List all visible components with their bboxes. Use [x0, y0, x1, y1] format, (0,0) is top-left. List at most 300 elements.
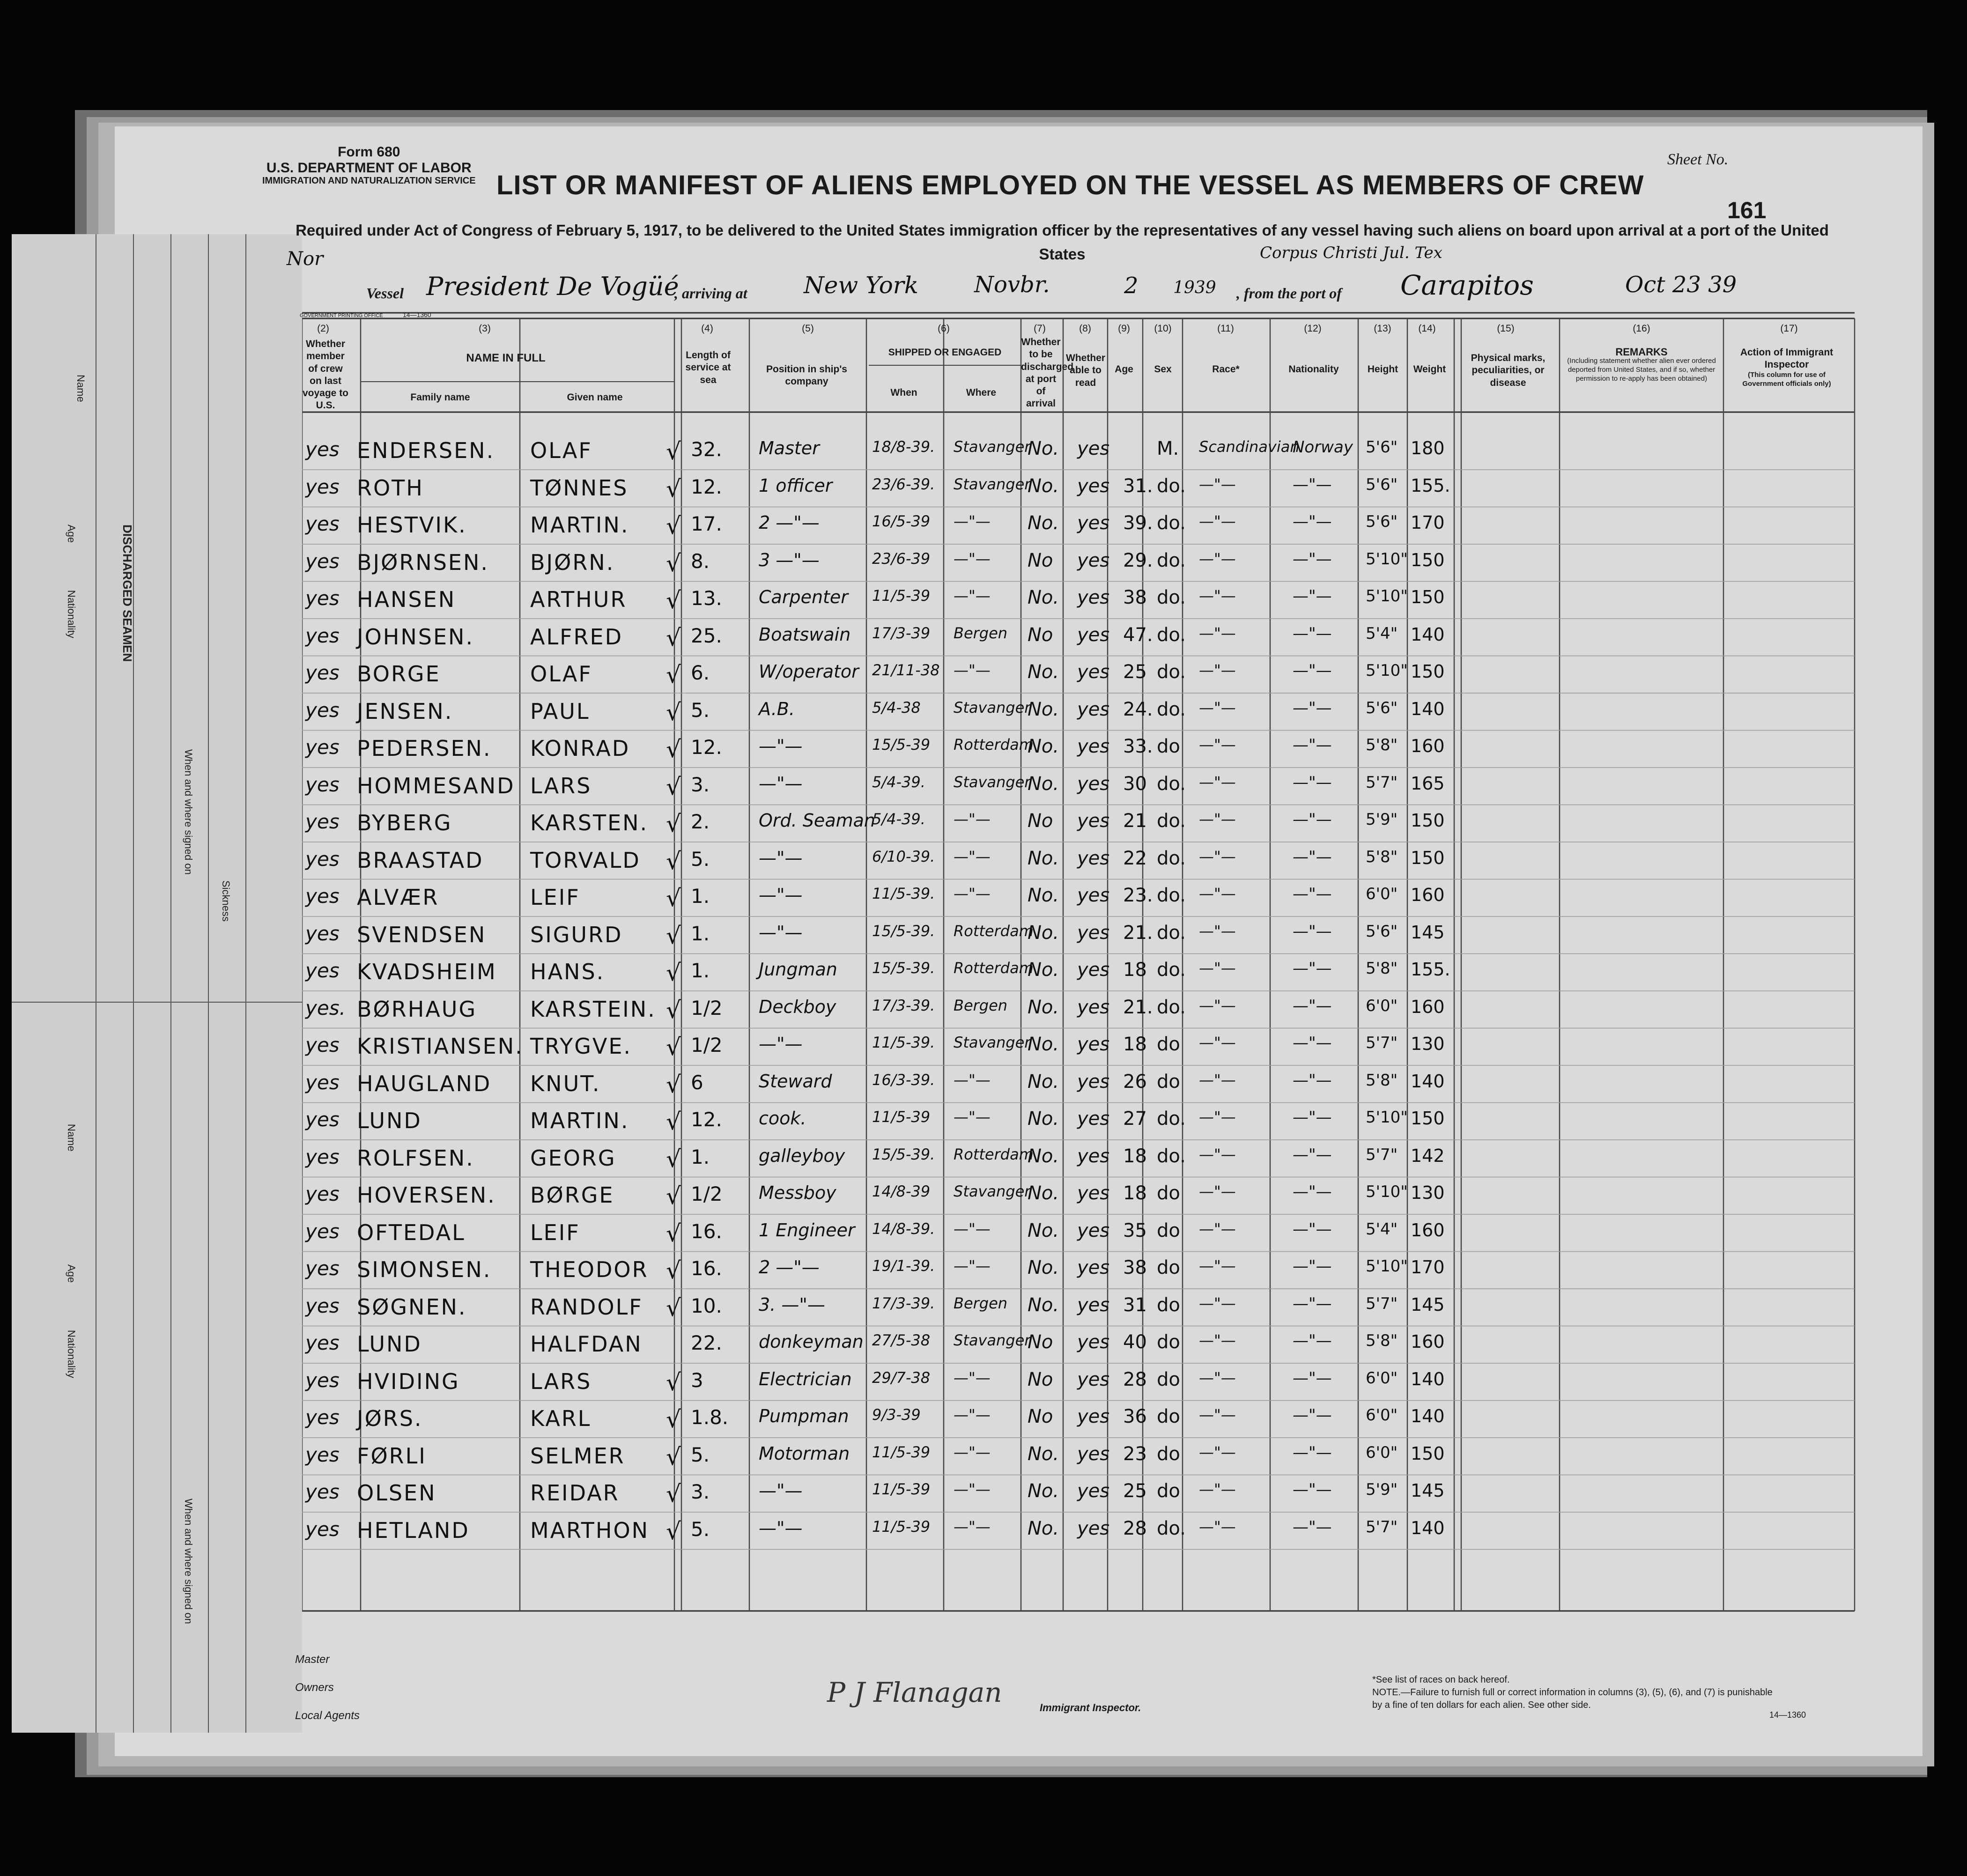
cell-able-read: yes: [1077, 1034, 1110, 1055]
cell-able-read: yes: [1077, 1480, 1110, 1502]
cell-position: —"—: [759, 922, 803, 943]
cell-position: Boatswain: [759, 624, 851, 645]
form-identifier: [262, 144, 476, 186]
cell-sex: do: [1157, 1257, 1180, 1278]
cell-check-mark: √: [666, 1480, 681, 1507]
col-num-8: (8): [1079, 323, 1091, 334]
cell-discharged: No: [1028, 810, 1053, 832]
cell-given-name: THEODOR: [530, 1257, 649, 1282]
cell-prev-voyage: yes: [305, 438, 340, 461]
cell-prev-voyage: yes: [305, 1145, 340, 1168]
cell-discharged: No: [1028, 1368, 1053, 1390]
cell-discharged: No.: [1028, 1145, 1059, 1167]
master-label: Master: [295, 1653, 330, 1666]
cell-height: 5'8": [1366, 1331, 1398, 1350]
cell-position: Ord. Seaman: [759, 810, 875, 831]
cell-shipped-where: Rotterdam: [954, 1145, 1034, 1163]
cell-height: 5'4": [1366, 1219, 1398, 1239]
cell-shipped-where: Stavanger: [954, 1034, 1031, 1051]
cell-shipped-where: —"—: [954, 1406, 991, 1424]
cell-position: —"—: [759, 773, 803, 794]
cell-sex: do: [1157, 1480, 1180, 1502]
cell-length-service: 17.: [691, 512, 722, 535]
cell-able-read: yes: [1077, 661, 1110, 683]
cell-height: 5'9": [1366, 1480, 1398, 1499]
table-row: [0, 731, 1967, 768]
penalty-note: NOTE.—Failure to furnish full or correct information in columns (3), (5), (6), and (7) is punishable by a fine of ten dollars for each alien. See other side.: [1372, 1687, 1773, 1710]
cell-weight: 170: [1411, 1257, 1445, 1278]
cell-able-read: yes: [1077, 512, 1110, 534]
cell-nationality: —"—: [1293, 1145, 1332, 1164]
cell-check-mark: √: [666, 810, 681, 837]
cell-check-mark: √: [666, 1071, 681, 1098]
table-row: [0, 433, 1967, 471]
cell-prev-voyage: yes: [305, 1108, 340, 1131]
cell-given-name: GEORG: [530, 1145, 616, 1171]
cell-nationality: —"—: [1293, 661, 1332, 680]
table-row: [0, 694, 1967, 731]
cell-able-read: yes: [1077, 587, 1110, 608]
cell-age: 25: [1123, 1480, 1147, 1502]
service-name: IMMIGRATION AND NATURALIZATION SERVICE: [262, 176, 476, 186]
cell-family-name: HESTVIK.: [357, 512, 467, 538]
table-row: [0, 1215, 1967, 1253]
cell-discharged: No.: [1028, 959, 1059, 981]
cell-length-service: 1/2: [691, 1182, 723, 1205]
cell-given-name: LARS: [530, 1368, 592, 1394]
cell-given-name: TORVALD: [530, 847, 641, 873]
cell-sex: do.: [1157, 847, 1186, 869]
table-row: [0, 1029, 1967, 1066]
cell-check-mark: √: [666, 698, 681, 726]
cell-length-service: 5.: [691, 847, 710, 871]
cell-given-name: RANDOLF: [530, 1294, 643, 1320]
cell-family-name: BORGE: [357, 661, 441, 687]
col-num-12: (12): [1304, 323, 1322, 334]
cell-position: galleyboy: [759, 1145, 845, 1166]
cell-position: donkeyman: [759, 1331, 864, 1352]
cell-check-mark: √: [666, 847, 681, 875]
cell-length-service: 1.: [691, 1145, 710, 1168]
col-able-read: Whether able to read: [1066, 353, 1105, 388]
cell-check-mark: √: [666, 885, 681, 912]
cell-able-read: yes: [1077, 438, 1110, 459]
cell-family-name: ROLFSEN.: [357, 1145, 474, 1171]
cell-given-name: MARTIN.: [530, 512, 629, 538]
form-code-bottom: 14—1360: [1769, 1710, 1806, 1720]
col-sex: Sex: [1154, 364, 1172, 375]
cell-weight: 145: [1411, 1294, 1445, 1315]
cell-able-read: yes: [1077, 959, 1110, 981]
cell-length-service: 5.: [691, 1517, 710, 1541]
cell-discharged: No.: [1028, 587, 1059, 608]
sheet-number-label: Sheet No.: [1667, 151, 1729, 168]
cell-sex: do: [1157, 1406, 1180, 1427]
cell-nationality: —"—: [1293, 587, 1332, 606]
cell-shipped-where: Stavanger: [954, 475, 1031, 493]
cell-shipped-when: 11/5-39.: [872, 885, 935, 902]
cell-prev-voyage: yes: [305, 1480, 340, 1503]
cell-weight: 160: [1411, 885, 1445, 905]
table-row: [0, 1066, 1967, 1104]
cell-race: —"—: [1199, 624, 1236, 642]
cell-sex: do.: [1157, 661, 1186, 683]
cell-able-read: yes: [1077, 1406, 1110, 1427]
cell-sex: do: [1157, 1071, 1180, 1093]
table-row: [0, 768, 1967, 806]
cell-nationality: —"—: [1293, 512, 1332, 531]
cell-age: 21: [1123, 810, 1147, 832]
cell-weight: 142: [1411, 1145, 1445, 1166]
cell-length-service: 1.: [691, 885, 710, 908]
cell-nationality: —"—: [1293, 1406, 1332, 1425]
cell-shipped-where: —"—: [954, 885, 991, 902]
table-row: [0, 805, 1967, 843]
cell-weight: 130: [1411, 1182, 1445, 1203]
cell-able-read: yes: [1077, 1368, 1110, 1390]
cell-discharged: No.: [1028, 1034, 1059, 1055]
inspector-signature: P J Flanagan: [827, 1677, 1002, 1708]
cell-shipped-where: Bergen: [954, 624, 1008, 642]
cell-family-name: PEDERSEN.: [357, 736, 492, 761]
cell-position: Pumpman: [759, 1406, 849, 1426]
cell-height: 5'7": [1366, 1294, 1398, 1313]
cell-nationality: —"—: [1293, 959, 1332, 978]
cell-shipped-where: Stavanger: [954, 1331, 1031, 1349]
cell-shipped-where: —"—: [954, 1517, 991, 1536]
cell-family-name: SØGNEN.: [357, 1294, 467, 1320]
cell-race: —"—: [1199, 773, 1236, 791]
cell-nationality: —"—: [1293, 736, 1332, 754]
cell-nationality: —"—: [1293, 549, 1332, 569]
cell-race: —"—: [1199, 1368, 1236, 1387]
cell-height: 5'10": [1366, 1182, 1408, 1201]
cell-prev-voyage: yes: [305, 959, 340, 982]
cell-age: 18: [1123, 1145, 1147, 1167]
cell-weight: 150: [1411, 1443, 1445, 1464]
cell-check-mark: √: [666, 996, 681, 1024]
cell-shipped-when: 16/5-39: [872, 512, 931, 530]
cell-shipped-when: 5/4-39.: [872, 773, 925, 791]
cell-age: 23: [1123, 1443, 1147, 1465]
owners-label: Owners: [295, 1681, 334, 1694]
cell-length-service: 16.: [691, 1219, 722, 1243]
cell-given-name: ARTHUR: [530, 587, 627, 612]
footer-note: [1372, 1674, 1784, 1712]
cell-discharged: No: [1028, 1331, 1053, 1353]
cell-race: —"—: [1199, 661, 1236, 679]
col-num-6: (6): [938, 323, 950, 334]
cell-weight: 165: [1411, 773, 1445, 794]
cell-discharged: No.: [1028, 885, 1059, 906]
cell-length-service: 1.: [691, 959, 710, 982]
cell-race: —"—: [1199, 736, 1236, 753]
cell-age: 21.: [1123, 922, 1153, 944]
cell-height: 6'0": [1366, 885, 1398, 903]
col-shipped-engaged: SHIPPED OR ENGAGED: [888, 347, 1002, 358]
cell-prev-voyage: yes: [305, 512, 340, 535]
cell-given-name: LEIF: [530, 1219, 580, 1245]
cell-check-mark: √: [666, 1406, 681, 1433]
cell-check-mark: √: [666, 1034, 681, 1061]
cell-prev-voyage: yes: [305, 810, 340, 833]
cell-age: 18: [1123, 959, 1147, 981]
cell-weight: 160: [1411, 1219, 1445, 1241]
cell-sex: M.: [1157, 438, 1179, 459]
cell-weight: 130: [1411, 1034, 1445, 1054]
col-num-7: (7): [1034, 323, 1046, 334]
cell-height: 5'4": [1366, 624, 1398, 643]
cell-weight: 150: [1411, 1108, 1445, 1129]
cell-nationality: —"—: [1293, 698, 1332, 717]
cell-given-name: HALFDAN: [530, 1331, 643, 1357]
arrival-year: 1939: [1173, 278, 1216, 297]
cell-shipped-where: Rotterdam: [954, 959, 1034, 977]
cell-sex: do.: [1157, 549, 1186, 571]
cell-family-name: BRAASTAD: [357, 847, 484, 873]
table-row: [0, 880, 1967, 917]
cell-nationality: —"—: [1293, 1034, 1332, 1052]
cell-sex: do: [1157, 1034, 1180, 1055]
cell-length-service: 32.: [691, 438, 722, 461]
cell-shipped-when: 27/5-38: [872, 1331, 931, 1349]
page-number: 161: [1727, 197, 1767, 223]
cell-race: —"—: [1199, 1145, 1236, 1163]
cell-given-name: TØNNES: [530, 475, 629, 501]
cell-given-name: LARS: [530, 773, 592, 798]
cell-check-mark: √: [666, 1443, 681, 1470]
cell-nationality: —"—: [1293, 922, 1332, 941]
cell-able-read: yes: [1077, 996, 1110, 1018]
cell-weight: 140: [1411, 1406, 1445, 1426]
cell-sex: do: [1157, 1294, 1180, 1316]
cell-nationality: —"—: [1293, 1219, 1332, 1239]
cell-check-mark: √: [666, 1145, 681, 1173]
cell-shipped-when: 17/3-39: [872, 624, 931, 642]
col-num-16: (16): [1633, 323, 1650, 334]
cell-discharged: No.: [1028, 698, 1059, 720]
cell-shipped-where: Stavanger: [954, 773, 1031, 791]
cell-able-read: yes: [1077, 549, 1110, 571]
cell-sex: do.: [1157, 1145, 1186, 1167]
cell-prev-voyage: yes: [305, 587, 340, 610]
cell-shipped-where: Bergen: [954, 1294, 1008, 1312]
cell-nationality: Norway: [1293, 438, 1353, 457]
slip-col-name: Name: [75, 375, 87, 402]
cell-shipped-when: 5/4-39.: [872, 810, 925, 828]
cell-discharged: No.: [1028, 922, 1059, 944]
cell-height: 5'7": [1366, 1034, 1398, 1052]
cell-able-read: yes: [1077, 1219, 1110, 1241]
from-port-note: Corpus Christi Jul. Tex: [1260, 244, 1442, 262]
cell-race: —"—: [1199, 922, 1236, 940]
cell-check-mark: √: [666, 1368, 681, 1396]
col-inspector-action: Action of Immigrant Inspector: [1740, 347, 1834, 370]
cell-sex: do.: [1157, 922, 1186, 944]
cell-position: A.B.: [759, 698, 795, 719]
cell-able-read: yes: [1077, 1517, 1110, 1539]
cell-age: 23.: [1123, 885, 1153, 906]
cell-check-mark: √: [666, 1517, 681, 1545]
cell-shipped-where: —"—: [954, 1368, 991, 1387]
cell-nationality: —"—: [1293, 885, 1332, 903]
cell-race: —"—: [1199, 1257, 1236, 1275]
cell-race: —"—: [1199, 810, 1236, 828]
cell-age: 28: [1123, 1368, 1147, 1390]
col-where: Where: [966, 387, 997, 398]
cell-height: 5'10": [1366, 661, 1408, 680]
cell-discharged: No.: [1028, 661, 1059, 683]
cell-weight: 150: [1411, 847, 1445, 868]
cell-able-read: yes: [1077, 1108, 1110, 1130]
cell-race: —"—: [1199, 698, 1236, 716]
cell-race: —"—: [1199, 959, 1236, 977]
cell-able-read: yes: [1077, 736, 1110, 757]
cell-length-service: 8.: [691, 549, 710, 573]
cell-age: 21.: [1123, 996, 1153, 1018]
cell-nationality: —"—: [1293, 1368, 1332, 1388]
cell-check-mark: √: [666, 959, 681, 986]
cell-check-mark: √: [666, 1257, 681, 1284]
cell-age: 26: [1123, 1071, 1147, 1093]
cell-prev-voyage: yes: [305, 1182, 340, 1205]
col-position: Position in ship's company: [766, 364, 847, 387]
cell-sex: do: [1157, 736, 1180, 757]
col-num-17: (17): [1780, 323, 1798, 334]
cell-position: 2 —"—: [759, 512, 820, 533]
col-physical-marks: Physical marks, peculiarities, or disease: [1471, 353, 1546, 388]
cell-sex: do.: [1157, 1108, 1186, 1130]
table-row: [0, 1103, 1967, 1141]
cell-prev-voyage: yes: [305, 475, 340, 498]
vessel-name: President De Vogüé: [426, 272, 679, 301]
cell-height: 5'8": [1366, 847, 1398, 866]
cell-age: 40: [1123, 1331, 1147, 1353]
cell-nationality: —"—: [1293, 773, 1332, 792]
cell-weight: 140: [1411, 1071, 1445, 1092]
col-height: Height: [1367, 364, 1398, 375]
cell-shipped-when: 11/5-39: [872, 1443, 931, 1461]
cell-height: 5'10": [1366, 587, 1408, 606]
cell-family-name: KVADSHEIM: [357, 959, 497, 984]
cell-age: 30: [1123, 773, 1147, 795]
cell-check-mark: √: [666, 549, 681, 577]
cell-discharged: No: [1028, 549, 1053, 571]
cell-discharged: No.: [1028, 438, 1059, 459]
cell-shipped-when: 23/6-39.: [872, 475, 935, 493]
cell-height: 6'0": [1366, 1443, 1398, 1462]
col-given-name: Given name: [567, 392, 623, 403]
cell-discharged: No.: [1028, 1071, 1059, 1093]
from-port-label: , from the port of: [1236, 285, 1342, 302]
cell-height: 6'0": [1366, 996, 1398, 1015]
table-row: [0, 1178, 1967, 1215]
col-when: When: [890, 387, 917, 398]
cell-height: 6'0": [1366, 1368, 1398, 1388]
cell-shipped-when: 6/10-39.: [872, 847, 935, 865]
cell-race: —"—: [1199, 847, 1236, 865]
cell-shipped-when: 29/7-38: [872, 1368, 931, 1387]
cell-prev-voyage: yes: [305, 661, 340, 684]
table-row: [0, 1439, 1967, 1476]
cell-position: —"—: [759, 1034, 803, 1054]
cell-prev-voyage: yes: [305, 1071, 340, 1094]
cell-check-mark: √: [666, 1219, 681, 1247]
cell-prev-voyage: yes: [305, 698, 340, 722]
cell-family-name: HOMMESAND: [357, 773, 515, 798]
cell-race: —"—: [1199, 549, 1236, 568]
cell-shipped-where: —"—: [954, 549, 991, 568]
cell-prev-voyage: yes: [305, 1034, 340, 1056]
slip-col-name-2: Name: [66, 1124, 77, 1152]
cell-shipped-when: 15/5-39.: [872, 922, 935, 940]
cell-given-name: MARTHON: [530, 1517, 650, 1543]
cell-position: Jungman: [759, 959, 837, 980]
cell-sex: do.: [1157, 773, 1186, 795]
cell-discharged: No.: [1028, 1219, 1059, 1241]
cell-shipped-when: 15/5-39.: [872, 1145, 935, 1163]
cell-discharged: No.: [1028, 847, 1059, 869]
cell-race: —"—: [1199, 1108, 1236, 1126]
cell-length-service: 12.: [691, 736, 722, 759]
cell-able-read: yes: [1077, 847, 1110, 869]
cell-length-service: 13.: [691, 587, 722, 610]
cell-able-read: yes: [1077, 810, 1110, 832]
cell-height: 5'10": [1366, 1257, 1408, 1276]
form-number: Form 680: [338, 144, 400, 160]
cell-given-name: KONRAD: [530, 736, 630, 761]
cell-prev-voyage: yes.: [305, 996, 346, 1019]
cell-race: —"—: [1199, 996, 1236, 1014]
cell-sex: do: [1157, 1182, 1180, 1204]
cell-shipped-when: 5/4-38: [872, 698, 921, 716]
slip-col-nationality: Nationality: [66, 590, 77, 638]
arriving-port: New York: [804, 272, 918, 299]
col-num-9: (9): [1118, 323, 1130, 334]
cell-age: 29.: [1123, 549, 1153, 571]
cell-race: —"—: [1199, 1034, 1236, 1051]
cell-discharged: No.: [1028, 996, 1059, 1018]
cell-shipped-where: Stavanger: [954, 1182, 1031, 1200]
cell-age: 18: [1123, 1182, 1147, 1204]
cell-length-service: 1/2: [691, 996, 723, 1019]
cell-height: 5'7": [1366, 1145, 1398, 1164]
cell-family-name: BØRHAUG: [357, 996, 477, 1022]
table-row: [0, 545, 1967, 583]
col-num-13: (13): [1374, 323, 1391, 334]
cell-shipped-when: 11/5-39: [872, 587, 931, 605]
col-family-name: Family name: [410, 392, 470, 403]
table-row: [0, 620, 1967, 657]
table-row: [0, 1364, 1967, 1402]
cell-shipped-when: 23/6-39: [872, 549, 931, 568]
table-row: [0, 954, 1967, 992]
col-name-in-full: NAME IN FULL: [466, 352, 546, 364]
cell-sex: do.: [1157, 512, 1186, 534]
cell-position: Steward: [759, 1071, 832, 1092]
cell-position: Carpenter: [759, 587, 848, 607]
cell-nationality: —"—: [1293, 624, 1332, 643]
manifest-title: LIST OR MANIFEST OF ALIENS EMPLOYED ON THE VESSEL AS MEMBERS OF CREW: [496, 170, 1644, 200]
cell-shipped-when: 18/8-39.: [872, 438, 935, 456]
cell-given-name: KNUT.: [530, 1071, 601, 1096]
cell-position: W/operator: [759, 661, 859, 682]
cell-shipped-where: —"—: [954, 1108, 991, 1126]
arrival-day: 2: [1124, 273, 1139, 299]
col-weight: Weight: [1413, 364, 1446, 375]
cell-height: 5'6": [1366, 438, 1398, 457]
cell-family-name: ROTH: [357, 475, 424, 501]
